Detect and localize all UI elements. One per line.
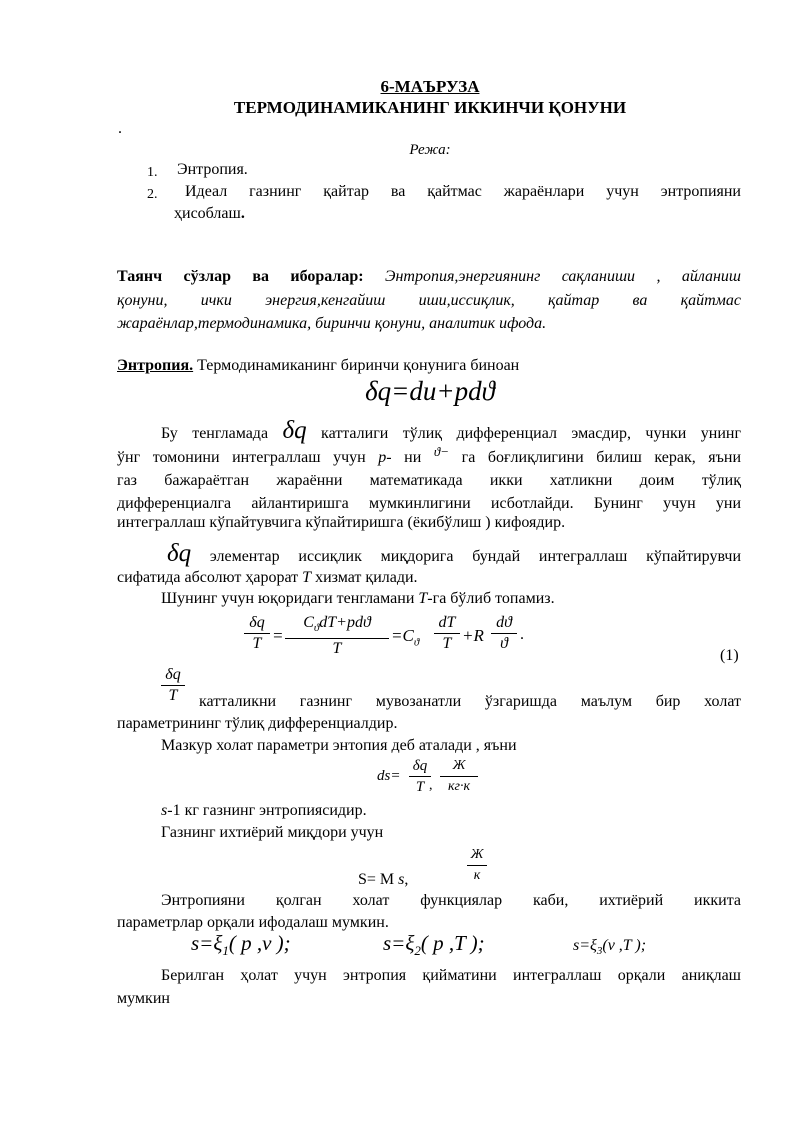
- paragraph-2-line-2: [117, 569, 418, 587]
- eq2-eqb-text: =C: [391, 626, 414, 645]
- final-line-2: мумкин: [117, 990, 170, 1007]
- p1-line2-text-b: - ни: [386, 449, 422, 466]
- stray-dot: .: [118, 120, 122, 137]
- eq5-formula-1: $s=\xi_1$( p ,v );: [191, 931, 291, 959]
- plan-item-2-line-1: Идеал газнинг қайтар ва қайтмас жараёнлари учун энтропияни: [185, 183, 741, 200]
- keywords-line-1: [117, 268, 741, 286]
- p3-text-b: -га бўлиб топамиз.: [427, 590, 555, 607]
- paragraph-1-line-3: газ бажараётган жараённи математикада икки хатликни доим тўлиқ: [117, 472, 741, 489]
- p1-text-b: катталиги тўлиқ дифференциал эмасдир, чунки унинг: [321, 425, 742, 442]
- eq4-text-b: ,: [404, 871, 409, 888]
- keywords-line-3: жараёнлар,термодинамика, биринчи қонуни, аналитик ифода.: [117, 315, 547, 332]
- plan-number-1: 1.: [147, 165, 158, 180]
- eq3-unit-fraction: Ж кг·к: [440, 756, 478, 797]
- p1-line2-text-a: ўнг томонини интеграллаш учун: [117, 449, 366, 466]
- paragraph-1-line-1: [161, 417, 741, 445]
- eq2-fraction-1: $\frac{\delta q}{T}$: [244, 613, 270, 654]
- plan-item-1: Энтропия.: [177, 161, 248, 178]
- p1-text-a: Бу тенгламада: [161, 425, 269, 442]
- equation-number-1: (1): [720, 647, 739, 664]
- eq2-plus-r: +R: [462, 626, 484, 645]
- eq5-formula-2: $s=\xi_2$( p ,T );: [383, 931, 485, 959]
- paragraph-3-line: [161, 590, 555, 608]
- entropy-intro-text: Термодинамиканинг биринчи қонунига биноан: [197, 357, 520, 374]
- after-eq4-line-2: параметрлар орқали ифодалаш мумкин.: [117, 914, 389, 931]
- eq2-equals-b: [391, 626, 419, 648]
- eq2-dot: .: [520, 626, 524, 643]
- entropy-heading: Энтропия.: [117, 357, 194, 374]
- eq2-f2-c: C: [303, 614, 314, 631]
- plan-number-2: 2.: [147, 187, 158, 202]
- after-eq2-line-2: параметрининг тўлиқ дифференциалдир.: [117, 715, 398, 732]
- p1-line2-text-c: га боғлиқлигини билиш керак, яъни: [461, 449, 742, 466]
- paragraph-1-line-4: дифференциалга айлантиришга мумкинлигини исботлайди. Бунинг учун уни: [117, 495, 741, 512]
- after-eq2-line-1: катталикни газнинг мувозанатли ўзгаришда маълум бир холат: [199, 693, 741, 710]
- p2-dq-symbol: δq: [167, 540, 192, 567]
- eq3-comma: ,: [429, 778, 433, 793]
- final-line-1: Берилган ҳолат учун энтропия қийматини интеграллаш орқали аниқлаш: [161, 967, 741, 984]
- keywords-label: Таянч сўзлар ва иборалар:: [117, 268, 364, 285]
- eq2-eqb-sub: ϑ: [413, 636, 420, 649]
- plan-label: Режа:: [409, 142, 451, 158]
- paragraph-2-line-1: [167, 540, 741, 568]
- after-eq3-line-2: Газнинг ихтиёрий миқдори учун: [161, 824, 384, 841]
- entropy-intro-line: [117, 357, 519, 375]
- p3-T: Т: [418, 590, 428, 607]
- eq2-fraction-2: $C_ϑdT+pdϑ$ T: [285, 613, 389, 659]
- eq2-fraction-4: $\frac{dϑ}{ϑ}$: [491, 613, 517, 654]
- dq-over-t-fraction: $\frac{\delta q}{T}$: [161, 665, 185, 706]
- s-variable: s: [161, 802, 168, 819]
- eq2-equals-a: =: [272, 626, 284, 645]
- p3-text-a: Шунинг учун юқоридаги тенгламани: [161, 590, 415, 607]
- plan-item-2-line-2: [174, 205, 245, 223]
- p2-text-a: элементар иссиқлик миқдорига бундай интеграллаш кўпайтирувчи: [209, 548, 742, 565]
- eq4-unit-fraction: Ж к: [467, 845, 487, 886]
- p2-line2-text-b: хизмат қилади.: [315, 569, 418, 586]
- p1-line2-theta: ϑ−: [433, 444, 450, 459]
- plan-item-2-text: ҳисоблаш: [174, 205, 241, 222]
- after-eq3-line-1: [161, 802, 367, 820]
- paragraph-1-line-2: [117, 444, 742, 467]
- eq3-fraction: $\frac{\delta q}{T}$: [409, 756, 431, 797]
- eq4-expression: [358, 871, 408, 889]
- p2-line2-T: Т: [302, 569, 312, 586]
- eq5-formula-3: $s=\xi_3(v$ ,T );: [573, 937, 647, 958]
- eq2-fraction-3: $\frac{dT}{T}$: [434, 613, 460, 654]
- eq2-f2-sub: ϑ: [313, 622, 320, 635]
- after-eq4-line-1: Энтропияни қолган холат функциялар каби, ихтиёрий иккита: [161, 892, 741, 909]
- p2-line2-text-a: сифатида абсолют ҳарорат: [117, 569, 299, 586]
- page-title: ТЕРМОДИНАМИКАНИНГ ИККИНЧИ ҚОНУНИ: [233, 98, 627, 117]
- keywords-list-start: Энтропия,энергиянинг сақланиши , айланиш: [385, 268, 742, 285]
- eq4-s: s: [398, 871, 405, 888]
- equation-first-law: δq=du+pdϑ: [365, 376, 495, 406]
- lecture-number: 6-МАЪРУЗА: [380, 77, 480, 96]
- eq3-ds: ds=: [377, 768, 401, 784]
- paragraph-1-line-5: интеграллаш кўпайтувчига кўпайтиришга (ёкибўлиш ) кифоядир.: [117, 514, 566, 531]
- p1-dq-symbol: δq: [282, 417, 307, 444]
- after-eq2-line-3: Мазкур холат параметри энтопия деб аталади , яъни: [161, 737, 517, 754]
- plan-item-2-period: .: [240, 205, 245, 222]
- eq2-f2-rest: dT+pdϑ: [319, 614, 371, 631]
- s-definition: -1 кг газнинг энтропиясидир.: [167, 802, 367, 819]
- keywords-line-2: қонуни, ички энергия,кенгайиш иши,иссиқлик, қайтар ва қайтмас: [117, 292, 741, 309]
- eq4-text-a: S= M: [358, 871, 399, 888]
- p1-line2-p: р: [378, 449, 387, 466]
